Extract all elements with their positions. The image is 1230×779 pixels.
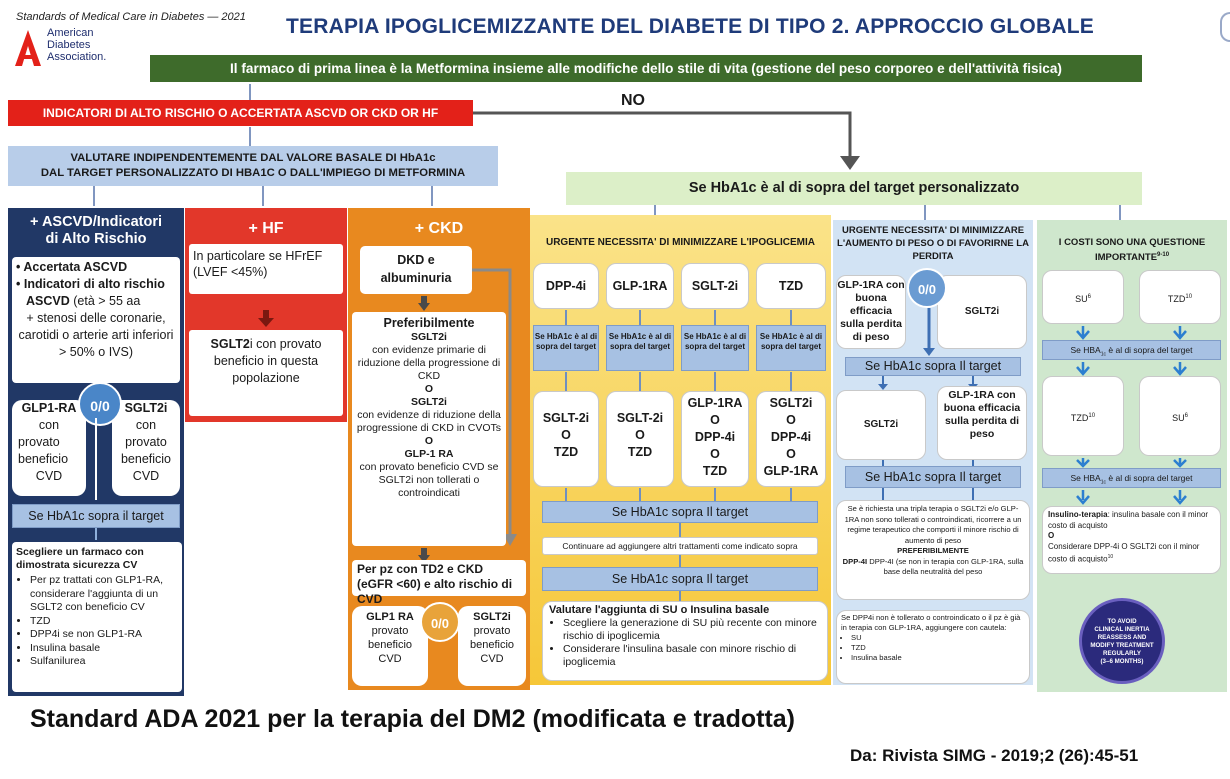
ckd-column — [348, 208, 530, 690]
weight-glp1ra-box: GLP-1RA con buona efficacia sulla perdita di peso — [836, 275, 906, 349]
ckd-td2-box: Per pz con TD2 e CKD (eGFR <60) e alto rischio di CVD — [352, 560, 526, 596]
footer-source: Da: Rivista SIMG - 2019;2 (26):45-51 — [850, 746, 1139, 765]
ada-logo-text: American Diabetes Association. — [47, 27, 107, 63]
hypo-combo-4: SGLT2i O DPP-4i O GLP-1RA — [756, 391, 826, 487]
footer-caption: Standard ADA 2021 per la terapia del DM2 (modificata e tradotta) — [30, 705, 796, 733]
hypo-drug-tzd: TZD — [756, 263, 826, 309]
hypo-evaluate-box — [542, 601, 828, 681]
ckd-sglt2i-box: SGLT2i provato beneficio CVD — [458, 606, 526, 686]
weight-column — [833, 220, 1033, 685]
hf-sglt2i-box: SGLT2i con provato beneficio in questa popolazione — [189, 330, 343, 416]
ascvd-item-2: • Indicatori di alto rischio — [16, 277, 165, 291]
hypo-drug-glp1ra: GLP-1RA — [606, 263, 674, 309]
costs-target-button-1: Se $HBA_{1c}$ è al di sopra del target — [1042, 340, 1221, 360]
ascvd-choose-box — [12, 542, 182, 692]
ckd-glp1ra-box: GLP1 RA provato beneficio CVD — [352, 606, 428, 686]
evaluate-banner: VALUTARE INDIPENDENTEMENTE DAL VALORE BASALE DI HbA1c DAL TARGET PERSONALIZZATO DI HBA1C O DALL'IMPIEGO DI METFORMINA — [8, 146, 498, 186]
costs-tzd-box: TZD$^{10}$ — [1139, 270, 1221, 324]
hypo-drug-dpp4i: DPP-4i — [533, 263, 599, 309]
above-target-banner: Se HbA1c è al di sopra del target personalizzato — [566, 172, 1142, 205]
no-label: NO — [621, 92, 645, 109]
hf-condition-box: In particolare se HFrEF (LVEF <45%) — [189, 244, 343, 294]
weight-either-circle: 0/0 — [907, 268, 947, 308]
clinical-inertia-badge: TO AVOID CLINICAL INERTIA REASSESS AND MODIFY TREATMENT REGULARLY (3–6 MONTHS) — [1079, 598, 1165, 684]
costs-column — [1037, 220, 1227, 692]
weight-dpp-note-box: Se DPP4i non è tollerato o controindicato o il pz è già in terapia con GLP-1RA, aggiungere con cautela: • SU • TZD • Insulina basale — [836, 610, 1030, 684]
hf-arrow-icon — [258, 310, 274, 328]
hf-column — [185, 208, 347, 422]
hypo-target-1: Se HbA1c è al di sopra del target — [533, 325, 599, 371]
weight-triple-box: Se è richiesta una tripla terapia o SGLT2i e/o GLP-1RA non sono tollerati o controindicati, ricorrere a un regime terapeutico che comporti il minore rischio di aumento di peso PREFERIBILMENTE DPP-4I DPP-4I (se non in terapia con GLP-1RA, sulla base della neutralità del peso — [836, 500, 1030, 600]
diagram-title: TERAPIA IPOGLICEMIZZANTE DEL DIABETE DI TIPO 2. APPROCCIO GLOBALE — [286, 15, 1094, 38]
hypo-combo-2: SGLT-2i O TZD — [606, 391, 674, 487]
hypo-combo-3: GLP-1RA O DPP-4i O TZD — [681, 391, 749, 487]
ascvd-either-circle: 0/0 — [78, 382, 122, 426]
hypo-target-3: Se HbA1c è al di sopra del target — [681, 325, 749, 371]
hypo-column — [530, 215, 831, 685]
costs-target-button-2: Se $HBA_{1c}$ è al di sopra del target — [1042, 468, 1221, 488]
ckd-dkd-box: DKD e albuminuria — [360, 246, 472, 294]
ascvd-glp1ra-box: GLP1-RA con provato beneficio CVD — [12, 400, 86, 496]
costs-su-box: $SU^6$ — [1042, 270, 1124, 324]
hypo-target-button-2: Se HbA1c sopra Il target — [542, 567, 818, 591]
ascvd-choose-title: Scegliere un farmaco con dimostrata sicurezza CV — [16, 546, 144, 571]
hypo-target-button-1: Se HbA1c sopra Il target — [542, 501, 818, 523]
ascvd-choose-list: • Per pz trattati con GLP1-RA, considerare l'aggiunta di un SGLT2 con beneficio CV • TZD • DPP4i se non GLP1-RA • Insulina basale • Sulfanilurea — [16, 574, 178, 669]
high-risk-banner: INDICATORI DI ALTO RISCHIO O ACCERTATA ASCVD OR CKD OR HF — [8, 100, 473, 126]
hypo-evaluate-title: Valutare l'aggiunta di SU o Insulina basale — [549, 604, 770, 616]
ckd-either-circle: 0/0 — [420, 602, 460, 642]
costs-su-box-2: $SU^6$ — [1139, 376, 1221, 456]
costs-title: I COSTI SONO UNA QUESTIONE IMPORTANTE$^{9-10}$ — [1058, 237, 1206, 264]
hypo-continue-box: Continuare ad aggiungere altri trattamenti come indicato sopra — [542, 537, 818, 555]
hypo-title: URGENTE NECESSITA' DI MINIMIZZARE L'IPOGLICEMIA — [545, 237, 816, 248]
hypo-target-2: Se HbA1c è al di sopra del target — [606, 325, 674, 371]
ascvd-column — [8, 208, 184, 696]
hypo-combo-1: SGLT-2i O TZD — [533, 391, 599, 487]
hypo-drug-sglt2i: SGLT-2i — [681, 263, 749, 309]
weight-glp1ra-box-2: GLP-1RA con buona efficacia sulla perdita di peso — [937, 386, 1027, 460]
weight-target-button-2: Se HbA1c sopra Il target — [845, 466, 1021, 488]
weight-target-button-1: Se HbA1c sopra Il target — [845, 357, 1021, 376]
ascvd-sglt2i-box: SGLT2i con provato beneficio CVD — [112, 400, 180, 496]
ckd-title: + CKD — [414, 220, 464, 237]
ascvd-age: ASCVD (età > 55 aa — [26, 294, 141, 308]
ascvd-item-1: • Accertata ASCVD — [16, 260, 128, 274]
ascvd-title: + ASCVD/Indicatori di Alto Rischio — [29, 214, 162, 247]
hypo-evaluate-list: • Scegliere la generazione di SU più recente con minore rischio di ipoglicemia • Considerare l'insulina basale con minore rischio di ipoglicemia — [549, 617, 821, 669]
ckd-preferred-title: Preferibilmente — [383, 316, 475, 330]
ascvd-target-button: Se HbA1c sopra il target — [12, 504, 180, 528]
hf-title: + HF — [248, 220, 284, 237]
weight-title: URGENTE NECESSITA' DI MINIMIZZARE L'AUMENTO DI PESO O DI FAVORIRNE LA PERDITA — [837, 225, 1029, 262]
weight-sglt2i-box: SGLT2i — [937, 275, 1027, 349]
costs-tzd-box-2: TZD$^{10}$ — [1042, 376, 1124, 456]
ckd-preferred-box: Preferibilmente SGLT2i con evidenze primarie di riduzione della progressione di CKD O SGLT2i con evidenze di riduzione della progressione di CKD in CVOTs O GLP-1 RA con provato beneficio CVD se SGLT2i non tollerati o controindicati — [352, 312, 506, 546]
hypo-target-4: Se HbA1c è al di sopra del target — [756, 325, 826, 371]
first-line-banner: Il farmaco di prima linea è la Metformina insieme alle modifiche dello stile di vita (gestione del peso corporeo e dell'attività fisica) — [150, 55, 1142, 82]
weight-sglt2i-box-2: SGLT2i — [836, 390, 926, 460]
costs-insulin-box: Insulino-terapia: insulina basale con il minor costo di acquisto O Considerare DPP-4i O SGLT2i con il minor costo di acquisto$^{10}$ — [1042, 506, 1221, 574]
standards-label: Standards of Medical Care in Diabetes — 2021 — [16, 11, 246, 23]
ascvd-stenosis: + stenosi delle coronarie, carotidi o arterie arti inferiori > 50% o IVS) — [18, 311, 174, 359]
